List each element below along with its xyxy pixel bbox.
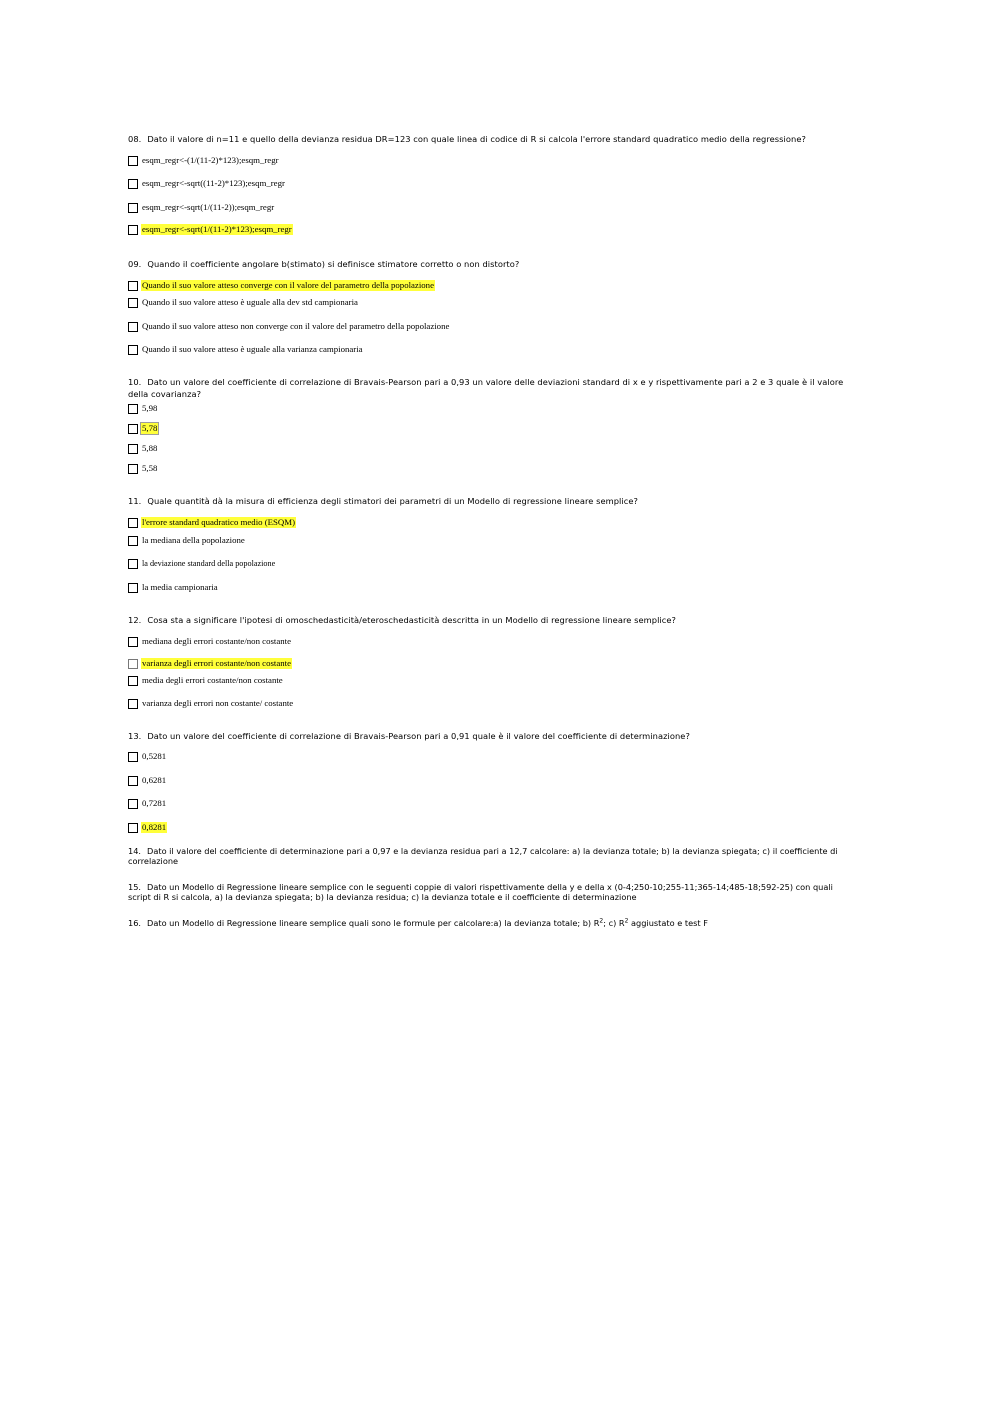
option-label: esqm_regr<-sqrt((11-2)*123);esqm_regr bbox=[142, 178, 285, 188]
checkbox[interactable] bbox=[128, 699, 138, 709]
checkbox[interactable] bbox=[128, 583, 138, 593]
option[interactable] bbox=[128, 675, 858, 686]
quiz-content bbox=[128, 133, 858, 929]
option[interactable] bbox=[128, 698, 858, 709]
option[interactable] bbox=[128, 297, 858, 308]
option-highlighted[interactable] bbox=[128, 423, 858, 434]
checkbox[interactable] bbox=[128, 281, 138, 291]
checkbox[interactable] bbox=[128, 559, 138, 569]
checkbox[interactable] bbox=[128, 823, 138, 833]
option[interactable] bbox=[128, 443, 858, 454]
checkbox[interactable] bbox=[128, 676, 138, 686]
option-highlighted[interactable] bbox=[128, 224, 858, 235]
checkbox[interactable] bbox=[128, 518, 138, 528]
option-label: Quando il suo valore atteso converge con il valore del parametro della popolazione bbox=[142, 280, 434, 290]
question-text: 13. Dato un valore del coefficiente di correlazione di Bravais-Pearson pari a 0,91 quale è il valore del coefficiente di determinazione? bbox=[128, 731, 690, 741]
checkbox[interactable] bbox=[128, 752, 138, 762]
option-label: varianza degli errori non costante/ costante bbox=[142, 698, 294, 708]
option[interactable] bbox=[128, 798, 858, 809]
option[interactable] bbox=[128, 582, 858, 593]
option-highlighted[interactable] bbox=[128, 517, 858, 528]
question-11 bbox=[128, 495, 858, 593]
question-text: 11. Quale quantità dà la misura di efficienza degli stimatori dei parametri di un Modello di regressione lineare semplice? bbox=[128, 496, 638, 506]
option-label: Quando il suo valore atteso non converge con il valore del parametro della popolazione bbox=[142, 321, 450, 331]
checkbox[interactable] bbox=[128, 637, 138, 647]
option[interactable] bbox=[128, 636, 858, 647]
option-label: esqm_regr<-sqrt(1/(11-2)*123);esqm_regr bbox=[142, 224, 292, 234]
question-text: 10. Dato un valore del coefficiente di correlazione di Bravais-Pearson pari a 0,93 un valore delle deviazioni standard di x e y rispettivamente pari a 2 e 3 quale è il valore della covarianza? bbox=[128, 377, 844, 399]
option-label: 5,98 bbox=[142, 403, 158, 413]
question-12 bbox=[128, 614, 858, 709]
question-text: 09. Quando il coefficiente angolare b(stimato) si definisce stimatore corretto o non distorto? bbox=[128, 259, 520, 269]
option-label: 0,8281 bbox=[142, 822, 167, 832]
checkbox[interactable] bbox=[128, 776, 138, 786]
checkbox[interactable] bbox=[128, 345, 138, 355]
option-label: l'errore standard quadratico medio (ESQM) bbox=[142, 517, 296, 527]
option-label: varianza degli errori costante/non costante bbox=[142, 658, 291, 668]
question-15: 15. Dato un Modello di Regressione lineare semplice con le seguenti coppie di valori rispettivamente della y e della x (0-4;250-10;255-11;365-14;485-18;592-25) con quali script di R si calcola, a) la devianza spiegata; b) la devianza residua; c) la devianza totale e il coefficiente di determinazione bbox=[128, 882, 833, 902]
question-13 bbox=[128, 730, 858, 833]
question-09 bbox=[128, 258, 858, 355]
question-10 bbox=[128, 376, 858, 474]
question-14: 14. Dato il valore del coefficiente di determinazione pari a 0,97 e la devianza residua pari a 12,7 calcolare: a) la devianza totale; b) la devianza spiegata; c) il coefficiente di correlazione bbox=[128, 846, 838, 866]
option-highlighted[interactable] bbox=[128, 658, 858, 669]
option[interactable] bbox=[128, 535, 858, 546]
option[interactable] bbox=[128, 558, 858, 569]
option-label: 5,88 bbox=[142, 443, 158, 453]
option[interactable] bbox=[128, 775, 858, 786]
option[interactable] bbox=[128, 403, 858, 414]
option-label: la mediana della popolazione bbox=[142, 535, 245, 545]
question-text: 08. Dato il valore di n=11 e quello della devianza residua DR=123 con quale linea di codice di R si calcola l'errore standard quadratico medio della regressione? bbox=[128, 134, 806, 144]
checkbox[interactable] bbox=[128, 156, 138, 166]
option-highlighted[interactable] bbox=[128, 822, 858, 833]
checkbox[interactable] bbox=[128, 464, 138, 474]
checkbox[interactable] bbox=[128, 424, 138, 434]
option[interactable] bbox=[128, 751, 858, 762]
checkbox[interactable] bbox=[128, 444, 138, 454]
option-label: esqm_regr<-(1/(11-2)*123);esqm_regr bbox=[142, 155, 279, 165]
option-label: Quando il suo valore atteso è uguale alla dev std campionaria bbox=[142, 297, 358, 307]
option-label: 5,58 bbox=[142, 463, 158, 473]
checkbox[interactable] bbox=[128, 298, 138, 308]
checkbox[interactable] bbox=[128, 536, 138, 546]
option-label: la media campionaria bbox=[142, 582, 218, 592]
option[interactable] bbox=[128, 344, 858, 355]
checkbox[interactable] bbox=[128, 203, 138, 213]
option-label: la deviazione standard della popolazione bbox=[142, 559, 276, 568]
checkbox[interactable] bbox=[128, 322, 138, 332]
option-label: 0,6281 bbox=[142, 775, 167, 785]
checkbox[interactable] bbox=[128, 659, 138, 669]
option[interactable] bbox=[128, 463, 858, 474]
option[interactable] bbox=[128, 321, 858, 332]
checkbox[interactable] bbox=[128, 404, 138, 414]
question-16: 16. Dato un Modello di Regressione lineare semplice quali sono le formule per calcolare:a) la devianza totale; b) $R^2$; c) $R^2$ aggiustato e test F bbox=[128, 917, 708, 928]
option-highlighted[interactable] bbox=[128, 280, 858, 291]
checkbox[interactable] bbox=[128, 225, 138, 235]
option[interactable] bbox=[128, 202, 858, 213]
option-label: esqm_regr<-sqrt(1/(11-2));esqm_regr bbox=[142, 202, 275, 212]
option-label: Quando il suo valore atteso è uguale alla varianza campionaria bbox=[142, 344, 363, 354]
option-label: mediana degli errori costante/non costante bbox=[142, 636, 292, 646]
option-label: 0,7281 bbox=[142, 798, 167, 808]
question-08 bbox=[128, 133, 858, 235]
checkbox[interactable] bbox=[128, 799, 138, 809]
option-label: media degli errori costante/non costante bbox=[142, 675, 283, 685]
option-label: 5,78 bbox=[142, 423, 158, 433]
option[interactable] bbox=[128, 155, 858, 166]
question-text: 12. Cosa sta a significare l'ipotesi di omoschedasticità/eteroschedasticità descritta in un Modello di regressione lineare semplice? bbox=[128, 615, 676, 625]
option-label: 0,5281 bbox=[142, 751, 167, 761]
checkbox[interactable] bbox=[128, 179, 138, 189]
option[interactable] bbox=[128, 178, 858, 189]
